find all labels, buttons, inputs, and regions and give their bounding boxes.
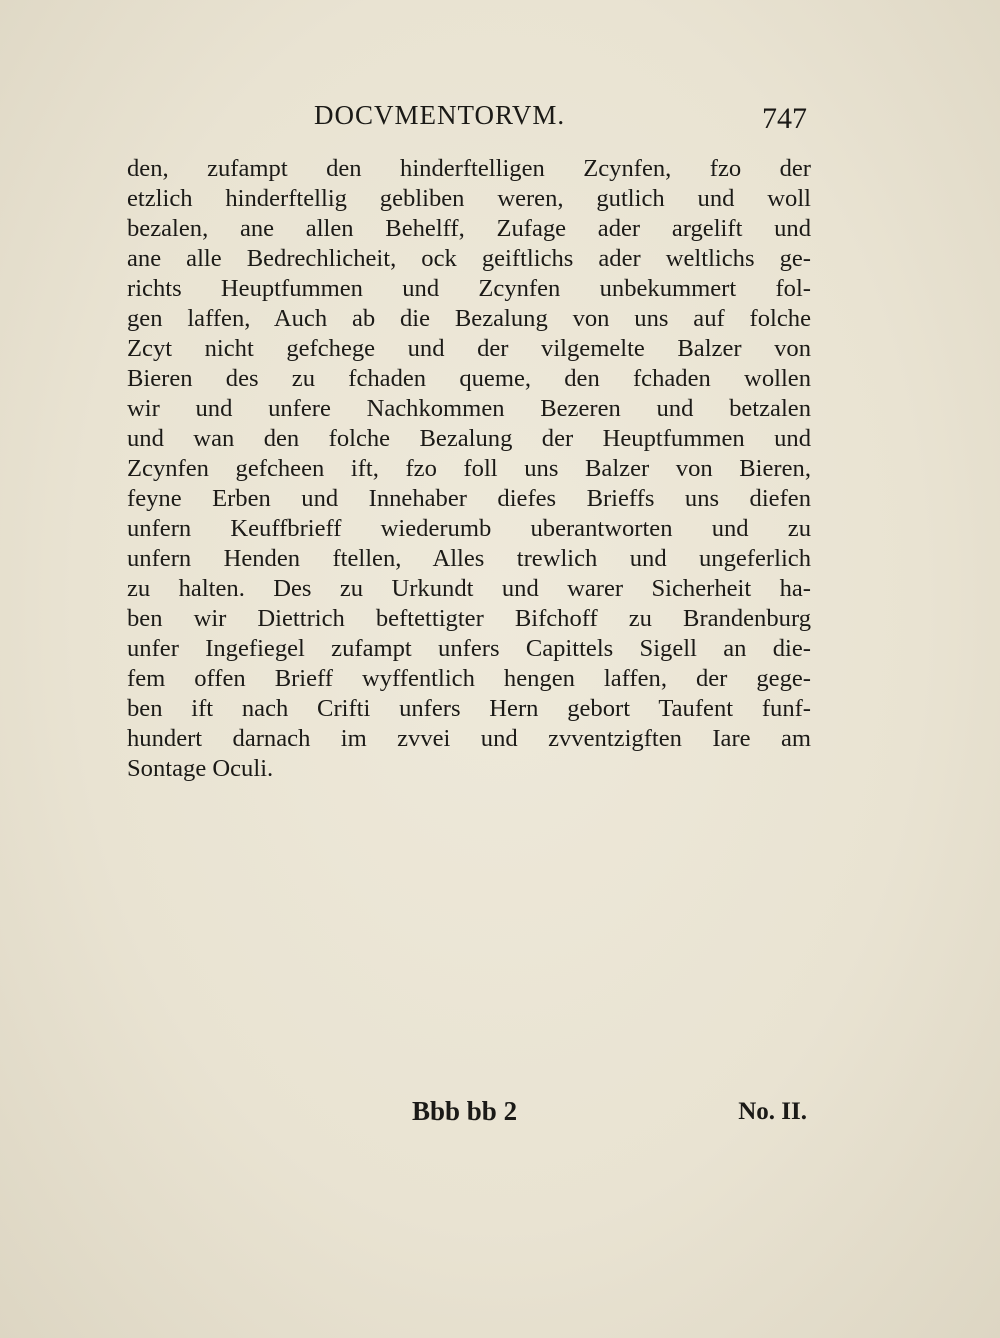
text-line: bezalen, ane allen Behelff, Zufage ader argelift und <box>127 215 811 242</box>
text-line: hundert darnach im zvvei und zvventzigften Iare am <box>127 725 811 752</box>
text-line: ben ift nach Crifti unfers Hern gebort Taufent funf- <box>127 695 811 722</box>
signature-mark: Bbb bb 2 <box>412 1096 518 1126</box>
text-line: den, zufampt den hinderftelligen Zcynfen, fzo der <box>127 155 811 182</box>
body-text <box>127 154 811 784</box>
text-line: wir und unfere Nachkommen Bezeren und betzalen <box>127 395 811 422</box>
text-line: unfern Keuffbrieff wiederumb uberantworten und zu <box>127 515 811 542</box>
text-line: ben wir Diettrich beftettigter Bifchoff zu Brandenburg <box>127 605 811 632</box>
text-line: feyne Erben und Innehaber diefes Brieffs uns diefen <box>127 485 811 512</box>
text-line: zu halten. Des zu Urkundt und warer Sicherheit ha- <box>127 575 811 602</box>
catchword: No. II. <box>738 1098 807 1125</box>
text-line: ane alle Bedrechlicheit, ock geiftlichs ader weltlichs ge- <box>127 245 811 272</box>
running-title: DOCVMENTORVM. <box>314 100 566 130</box>
page-header <box>127 100 817 150</box>
text-line: Zcyt nicht gefchege und der vilgemelte Balzer von <box>127 335 811 362</box>
page-number: 747 <box>762 102 807 135</box>
text-line: unfer Ingefiegel zufampt unfers Capittels Sigell an die- <box>127 635 811 662</box>
text-line: Sontage Oculi. <box>127 755 274 782</box>
text-line: Zcynfen gefcheen ift, fzo foll uns Balzer von Bieren, <box>127 455 811 482</box>
text-line: fem offen Brieff wyffentlich hengen laffen, der gege- <box>127 665 811 692</box>
text-line: etzlich hinderftellig gebliben weren, gutlich und woll <box>127 185 811 212</box>
page-footer <box>127 1096 817 1136</box>
text-line: und wan den folche Bezalung der Heuptfummen und <box>127 425 811 452</box>
text-line: Bieren des zu fchaden queme, den fchaden wollen <box>127 365 811 392</box>
text-line: gen laffen, Auch ab die Bezalung von uns auf folche <box>127 305 811 332</box>
text-line: richts Heuptfummen und Zcynfen unbekummert fol- <box>127 275 811 302</box>
text-line: unfern Henden ftellen, Alles trewlich und ungeferlich <box>127 545 811 572</box>
